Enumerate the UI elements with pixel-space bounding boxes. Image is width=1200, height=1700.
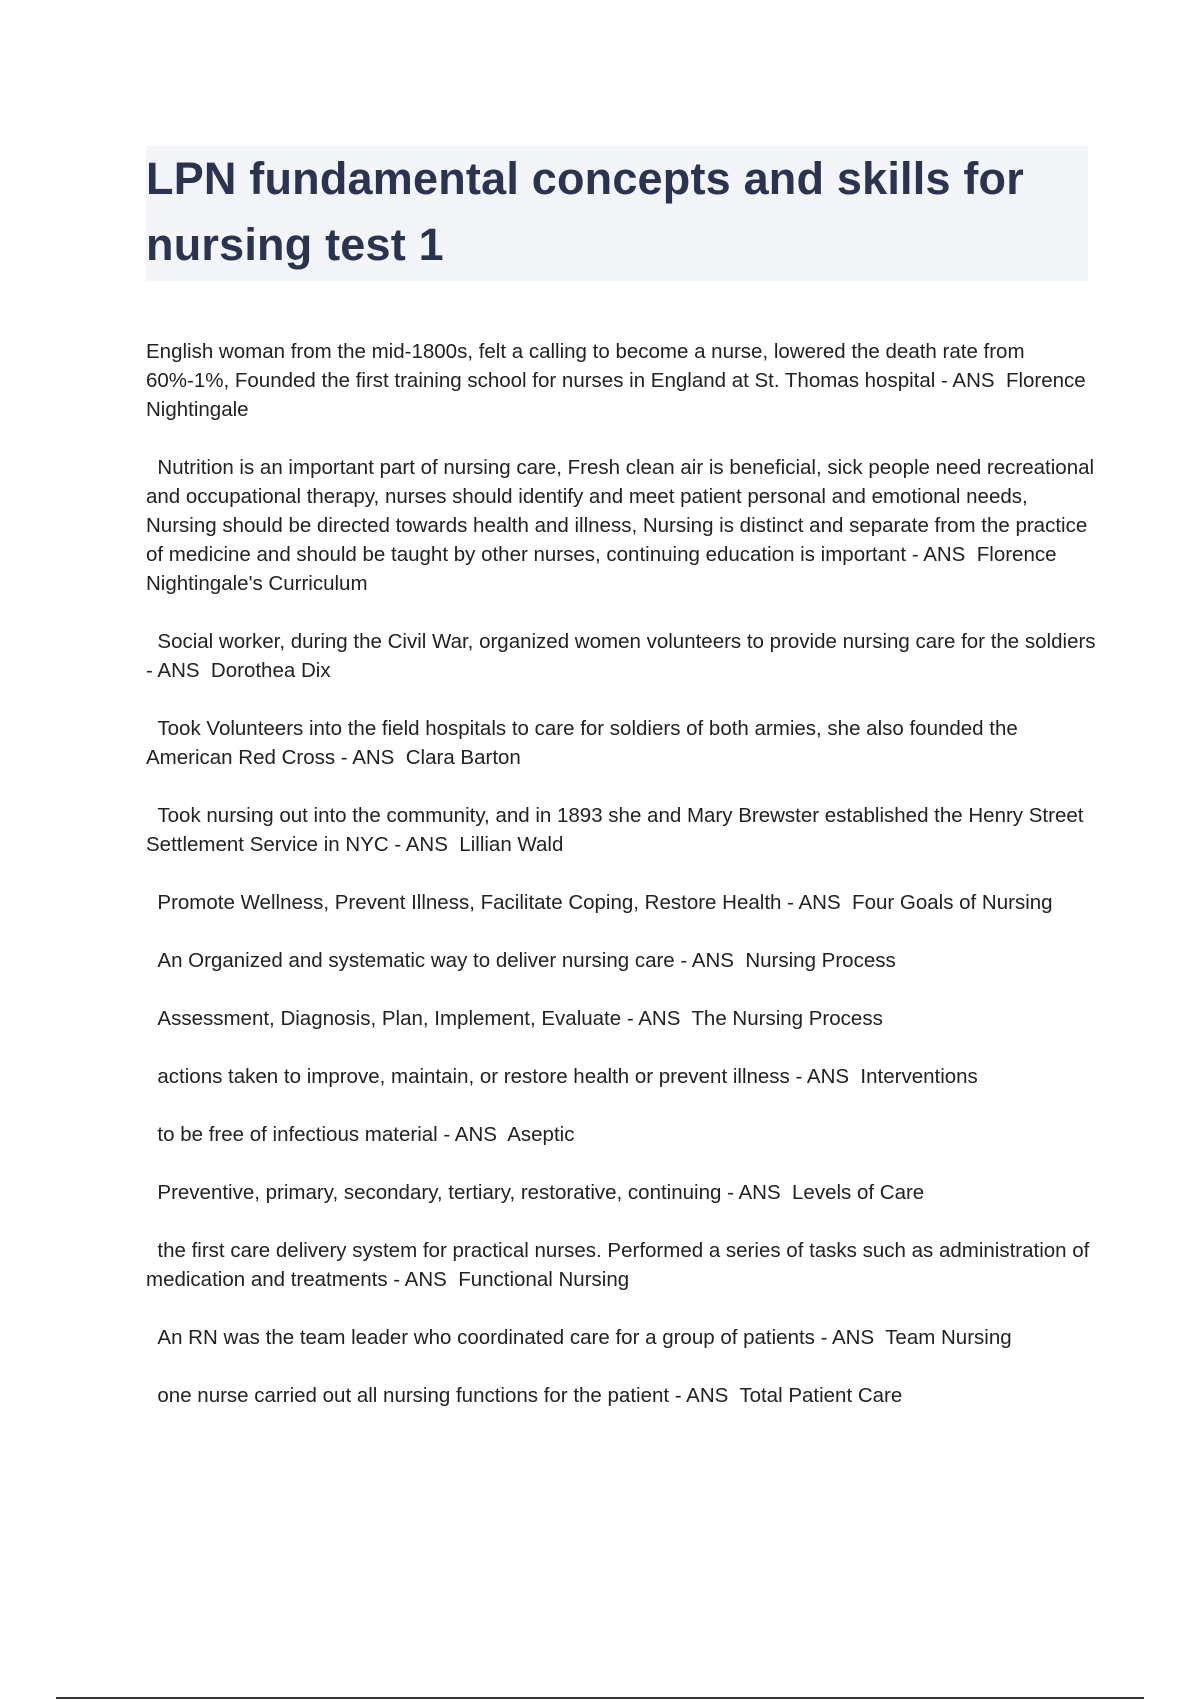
qa-item: to be free of infectious material - ANS Aseptic: [146, 1123, 575, 1146]
qa-item: Preventive, primary, secondary, tertiary, restorative, continuing - ANS Levels of Care: [146, 1181, 925, 1204]
qa-item: the first care delivery system for practical nurses. Performed a series of tasks such as administration of medication and treatments - ANS Functional Nursing: [146, 1239, 1096, 1291]
title-banner: [146, 146, 1088, 281]
qa-item: An RN was the team leader who coordinated care for a group of patients - ANS Team Nursing: [146, 1326, 1012, 1349]
qa-item: Nutrition is an important part of nursing care, Fresh clean air is beneficial, sick people need recreational and occupational therapy, nurses should identify and meet patient personal and emotional needs, Nursing should be directed towards health and illness, Nursing is distinct and separate from the practice of medicine and should be taught by other nurses, continuing education is important - ANS Florence Nightingale's Curriculum: [146, 456, 1100, 595]
qa-item: An Organized and systematic way to deliver nursing care - ANS Nursing Process: [146, 949, 896, 972]
qa-item: Assessment, Diagnosis, Plan, Implement, Evaluate - ANS The Nursing Process: [146, 1007, 883, 1030]
qa-list: [146, 337, 1102, 1439]
qa-item: Social worker, during the Civil War, organized women volunteers to provide nursing care for the soldiers - ANS Dorothea Dix: [146, 630, 1102, 682]
footer-divider: [56, 1697, 1144, 1699]
qa-item: Took nursing out into the community, and in 1893 she and Mary Brewster established the Henry Street Settlement Service in NYC - ANS Lillian Wald: [146, 804, 1090, 856]
page-title: LPN fundamental concepts and skills for nursing test 1: [146, 153, 1024, 270]
qa-item: Took Volunteers into the field hospitals to care for soldiers of both armies, she also founded the American Red Cross - ANS Clara Barton: [146, 717, 1023, 769]
qa-item: English woman from the mid-1800s, felt a calling to become a nurse, lowered the death rate from 60%-1%, Founded the first training school for nurses in England at St. Thomas hospital - ANS Florence Nightingale: [146, 340, 1092, 421]
qa-item: Promote Wellness, Prevent Illness, Facilitate Coping, Restore Health - ANS Four Goals of Nursing: [146, 891, 1053, 914]
qa-item: actions taken to improve, maintain, or restore health or prevent illness - ANS Interventions: [146, 1065, 978, 1088]
qa-item: one nurse carried out all nursing functions for the patient - ANS Total Patient Care: [146, 1384, 903, 1407]
